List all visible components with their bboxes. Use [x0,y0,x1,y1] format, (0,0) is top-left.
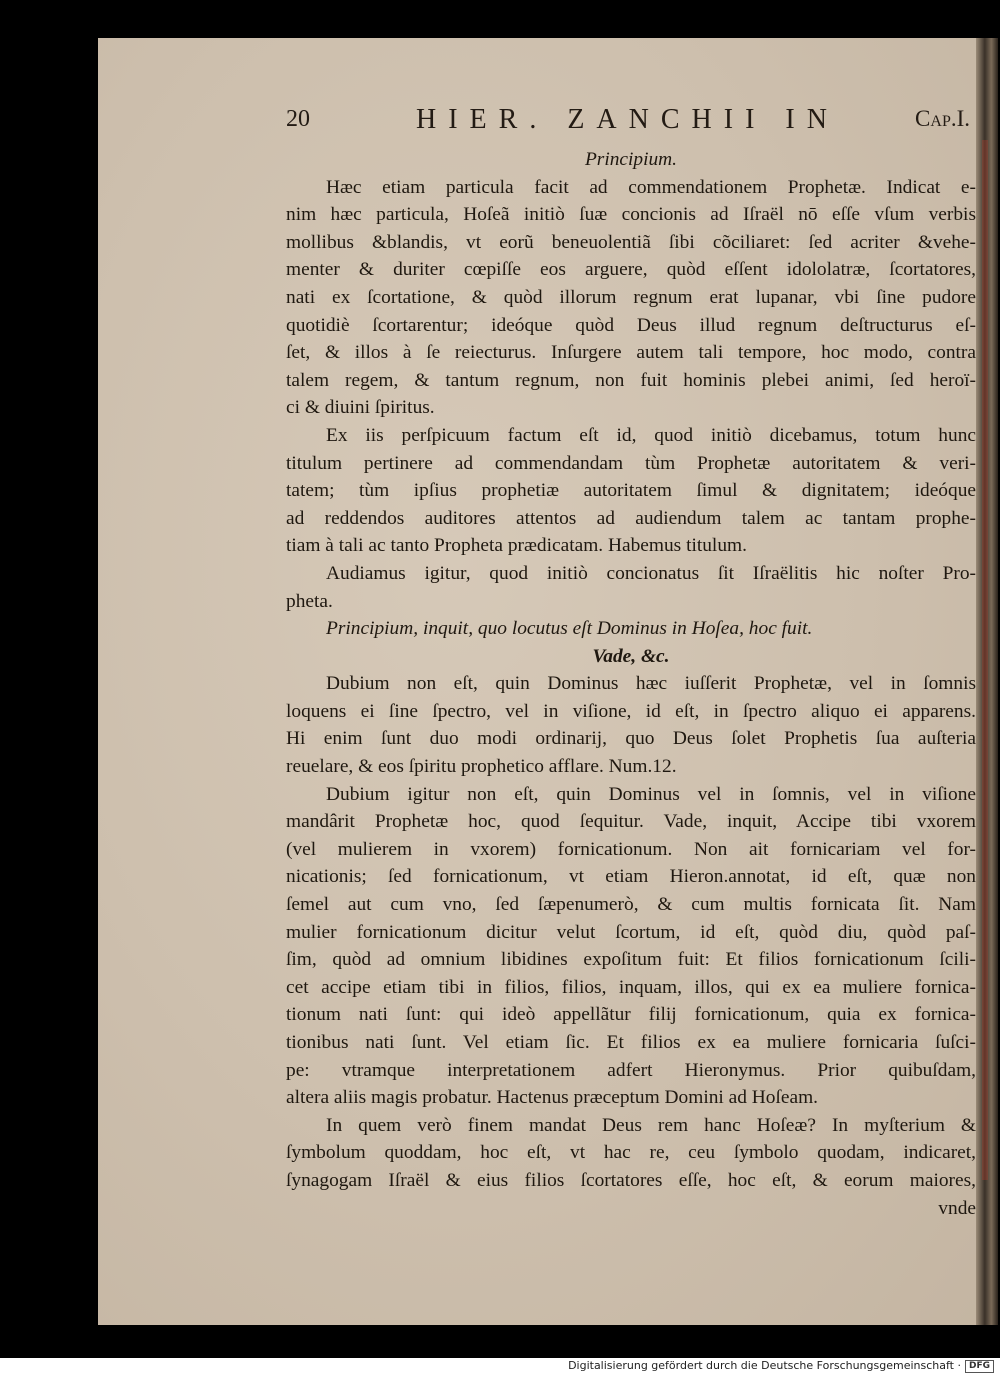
text-line: tionibus nati ſunt. Vel etiam ſic. Et filios ex ea muliere fornicaria ſuſci- [286,1032,976,1053]
text-line: Audiamus igitur, quod initiò concionatus ſit Iſraëlitis hic noſter Pro- [326,562,976,584]
page-header [286,104,976,140]
text-line: nim hæc particula, Hoſeã initiò ſuæ concionis ad Iſraël nō eſſe vſum verbis [286,204,976,226]
funding-credit: Digitalisierung gefördert durch die Deutsche Forschungsgemeinschaft · [568,1359,961,1372]
text-line: mandârit Prophetæ hoc, quod ſequitur. Vade, inquit, Accipe tibi vxorem [286,811,976,833]
text-line: reuelare, & eos ſpiritu prophetico afflare. Num.12. [286,756,677,778]
text-line: ad reddendos auditores attentos ad audiendum talem ac tantam prophe- [286,507,976,529]
text-line: Dubium non eſt, quin Dominus hæc iuſſerit Prophetæ, vel in ſomnis [326,673,976,695]
text-line: titulum pertinere ad commendandam tùm Prophetæ autoritatem & veri- [286,452,976,474]
text-line: ſynagogam Iſraël & eius filios ſcortatores eſſe, hoc eſt, & eorum maiores, [286,1169,976,1191]
footer-bar [0,1358,1000,1373]
text-line: talem regem, & tantum regnum, non fuit hominis plebei animi, ſed heroï- [286,369,976,391]
text-line: Principium. [584,149,678,170]
text-line: mulier fornicationum dicitur velut ſcortum, id eſt, quòd diu, quòd paſ- [286,921,976,943]
page-number: 20 [286,106,310,132]
chapter-label: Cap.I. [915,106,970,131]
text-line: tionum nati ſunt: qui ideò appellãtur filij fornicationum, quia ex fornica- [286,1004,976,1026]
text-line: altera aliis magis probatur. Hactenus præceptum Domini ad Hoſeam. [286,1087,819,1109]
text-line: ſymbolum quoddam, hoc eſt, vt hac re, ceu ſymbolo quodam, indicaret, [286,1142,976,1164]
text-line: nati ex ſcortatione, & quòd illorum regnum erat lupanar, vbi ſine pudore [286,286,976,308]
running-title: HIER. ZANCHII IN [416,104,839,135]
text-line: tatem; tùm ipſius prophetiæ autoritatem ſimul & dignitatem; ideóque [286,480,976,502]
page-edge-tint [982,140,988,1180]
text-line: ſemel aut cum vno, ſed ſæpenumerò, & cum multis fornicata ſit. Nam [286,894,976,916]
text-line: vnde [938,1197,976,1219]
text-line: menter & duriter cœpiſſe eos arguere, quòd eſſent idololatræ, ſcortatores, [286,259,976,281]
text-line: Hi enim ſunt duo modi ordinarij, quo Deus ſolet Prophetis ſua auſteria [286,728,976,750]
text-line: nicationis; ſed fornicationum, vt etiam Hieron.annotat, id eſt, quæ non [286,866,976,888]
text-line: Hæc etiam particula facit ad commendationem Prophetæ. Indicat e- [326,176,976,198]
body-text [286,146,976,1222]
text-line: Principium, inquit, quo locutus eſt Dominus in Hoſea, hoc fuit. [326,618,813,640]
dfg-logo: DFG [965,1360,994,1373]
text-line: cet accipe etiam tibi in filios, filios, inquam, illos, qui ex ea muliere fornica- [286,976,976,998]
text-line: quotidiè ſcortarentur; ideóque quòd Deus illud regnum deſtructurus eſ- [286,314,976,336]
text-line: pheta. [286,590,333,612]
text-line: ſet, & illos à ſe reiecturus. Inſurgere autem tali tempore, hoc modo, contra [286,342,976,364]
text-line: mollibus &blandis, vt eorũ beneuolentiã ſibi cõciliaret: ſed acriter &vehe- [286,231,976,253]
text-line: pe: vtramque interpretationem adfert Hieronymus. Prior quibuſdam, [286,1059,976,1081]
text-line: In quem verò finem mandat Deus rem hanc Hoſeæ? In myſterium & [326,1114,976,1136]
text-line: loquens ei ſine ſpectro, vel in viſione, id eſt, in ſpectro aliquo ei apparens. [286,700,976,722]
text-line: Ex iis perſpicuum factum eſt id, quod initiò dicebamus, totum hunc [326,424,976,446]
text-line: Vade, &c. [592,645,670,667]
text-line: Dubium igitur non eſt, quin Dominus vel in ſomnis, vel in viſione [326,783,976,805]
text-line: ci & diuini ſpiritus. [286,397,435,419]
text-line: ſim, quòd ad omnium libidines expoſitum fuit: Et filios fornicationum ſcili- [286,949,976,971]
text-line: tiam à tali ac tanto Propheta prædicatam. Habemus titulum. [286,535,747,557]
text-line: (vel mulierem in vxorem) fornicationum. Non ait fornicariam vel for- [286,838,976,860]
